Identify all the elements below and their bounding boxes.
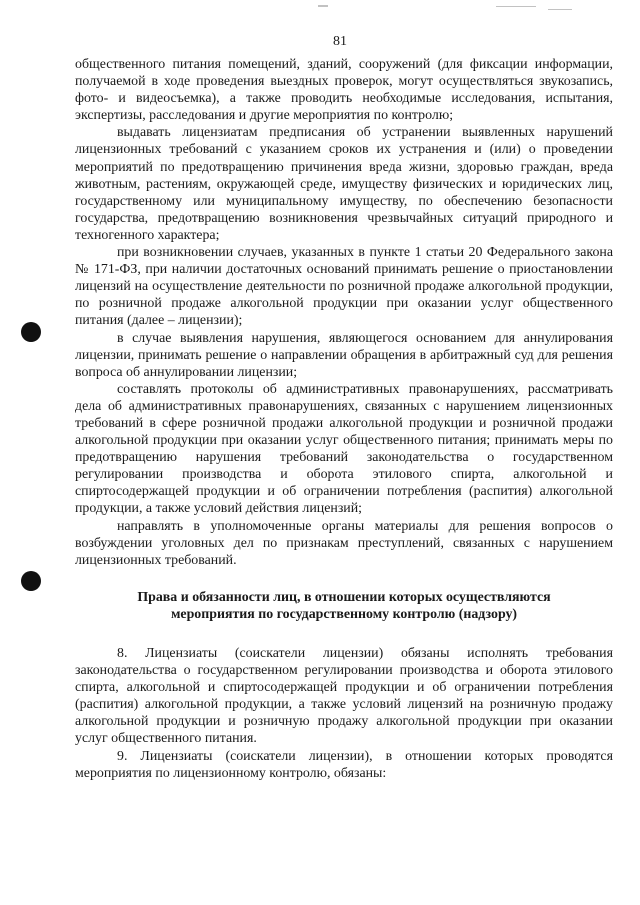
paragraph: выдавать лицензиатам предписания об устранении выявленных нарушений лицензионных требований с указанием сроков их устранения и (или) о проведении мероприятий по предотвращению причинения вреда жизни, здоровью граждан, вреда животным, растениям, окружающей среде, имуществу физических и юридических лиц, государственному или муниципальному имуществу, по обеспечению безопасности государства, предотвращению возникновения чрезвычайных ситуаций природного и техногенного характера; <box>75 125 613 243</box>
section-heading-line: мероприятия по государственному контролю (надзору) <box>170 606 518 622</box>
paragraph: общественного питания помещений, зданий, сооружений (для фиксации информации, получаемой в ходе проведения выездных проверок, могут осуществляться звукозапись, фото- и видеосъемка), а также проводить необходимые исследования, испытания, экспертизы, расследования и другие мероприятия по контролю; <box>75 57 613 124</box>
paragraph: составлять протоколы об административных правонарушениях, рассматривать дела об административных правонарушениях, связанных с нарушением лицензионных требований в сфере розничной продажи алкогольной продукции и розничной продажи алкогольной продукции при оказании услуг общественного питания; принимать меры по предотвращению нарушения требований законодательства о государственном регулировании производства и оборота этилового спирта, алкогольной и спиртосодержащей продукции и об ограничении потребления (распития) алкогольной продукции, а также условий действия лицензий; <box>75 381 613 517</box>
paragraph: в случае выявления нарушения, являющегося основанием для аннулирования лицензии, принимать решение о направлении обращения в арбитражный суд для решения вопроса об аннулировании лицензии; <box>75 330 613 380</box>
scan-speck <box>496 6 536 7</box>
section-heading <box>75 589 613 623</box>
scan-speck <box>548 9 572 10</box>
scan-speck <box>318 5 328 7</box>
section-heading-line: Права и обязанности лиц, в отношении которых осуществляются <box>137 589 551 605</box>
paragraph: 8. Лицензиаты (соискатели лицензии) обязаны исполнять требования законодательства о государственном регулировании производства и оборота этилового спирта, алкогольной и спиртосодержащей продукции и об ограничении потребления (распития) алкогольной продукции, а также условий лицензий на розничную продажу алкогольной продукции и розничную продажу алкогольной продукции при оказании услуг общественного питания. <box>75 646 613 747</box>
punch-hole-top <box>21 322 41 342</box>
page-number: 81 <box>333 34 347 49</box>
document-body <box>75 56 613 782</box>
punch-hole-bottom <box>21 571 41 591</box>
paragraph: при возникновении случаев, указанных в пункте 1 статьи 20 Федерального закона № 171-ФЗ, при наличии достаточных оснований принимать решение о приостановлении лицензий на осуществление деятельности по розничной продаже алкогольной продукции, по розничной продаже алкогольной продукции при оказании услуг общественного питания (далее – лицензии); <box>75 245 613 329</box>
paragraph: 9. Лицензиаты (соискатели лицензии), в отношении которых проводятся мероприятия по лицензионному контролю, обязаны: <box>75 748 613 781</box>
paragraph: направлять в уполномоченные органы материалы для решения вопросов о возбуждении уголовных дел по признакам преступлений, связанных с нарушением лицензионных требований. <box>75 518 613 568</box>
